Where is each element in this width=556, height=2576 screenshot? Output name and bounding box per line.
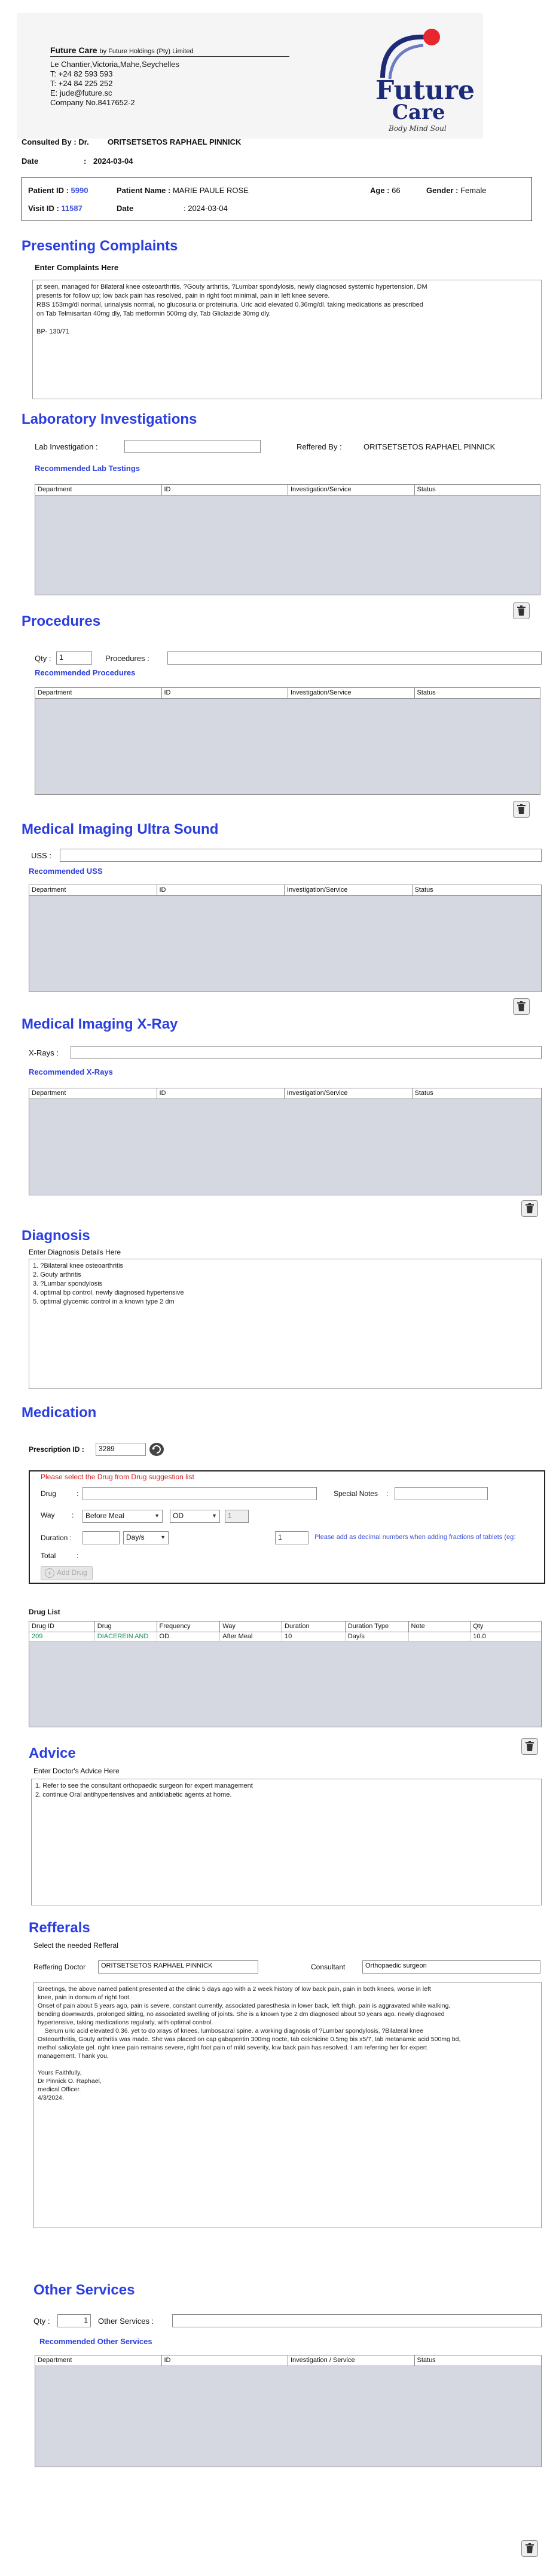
col-status: Status [414, 886, 433, 894]
uss-grid-header [29, 885, 541, 896]
col-investigation: Investigation/Service [285, 885, 413, 895]
lab-investigation-input[interactable] [124, 440, 261, 453]
col-status: Status [417, 486, 436, 493]
duration-type-select[interactable]: Day/s ▼ [123, 1531, 169, 1544]
other-services-delete-icon[interactable] [521, 2540, 538, 2557]
plus-icon: + [45, 1568, 54, 1578]
advice-title: Advice [29, 1745, 76, 1761]
referring-doctor-label: Reffering Doctor [33, 1963, 86, 1971]
prescription-id-label: Prescription ID : [29, 1445, 84, 1454]
diagnosis-textarea[interactable]: 1. ?Bilateral knee osteoarthritis 2. Gouty arthritis 3. ?Lumbar spondylosis 4. optimal bp control, newly diagnosed hypertensive 5. optimal glycemic control in a known type 2 dm [29, 1259, 542, 1389]
consult-date-sep: : [84, 157, 87, 166]
col-id: ID [157, 885, 285, 895]
consult-date: 2024-03-04 [93, 157, 133, 166]
proc-recommended-label: Recommended Procedures [35, 668, 136, 677]
xray-input[interactable] [71, 1046, 542, 1059]
drug-hint: Please select the Drug from Drug suggestion list [41, 1473, 194, 1481]
referrals-title: Refferals [29, 1920, 90, 1936]
complaints-title: Presenting Complaints [22, 238, 178, 254]
procedures-delete-icon[interactable] [513, 801, 530, 818]
col-id: ID [162, 485, 289, 495]
col-investigation: Investigation / Service [288, 2355, 415, 2366]
col-department: Department [35, 688, 162, 698]
patient-age: 66 [392, 186, 401, 195]
referred-by-label: Reffered By : [297, 442, 342, 451]
add-drug-button[interactable]: + Add Drug [41, 1566, 93, 1580]
decimal-hint: Please add as decimal numbers when adding fractions of tablets (eg: [314, 1534, 516, 1541]
other-services-title: Other Services [33, 2282, 135, 2298]
other-services-header [35, 2355, 541, 2366]
visit-date-label: Date [117, 204, 134, 213]
patient-id: 5990 [71, 186, 88, 195]
company-name: Future Care by Future Holdings (Pty) Limited [50, 45, 194, 55]
procedures-input-label: Procedures : [105, 654, 149, 663]
drug-list-grid [29, 1621, 542, 1727]
company-address: Le Chantier,Victoria,Mahe,Seychelles [50, 60, 179, 69]
col-department: Department [35, 485, 162, 495]
col-investigation: Investigation/Service [288, 485, 415, 495]
xray-title: Medical Imaging X-Ray [22, 1016, 178, 1032]
company-tel-1: T: +24 82 593 593 [50, 69, 113, 78]
drug-list-delete-icon[interactable] [521, 1738, 538, 1755]
patient-info-box [22, 177, 532, 221]
other-services-grid [35, 2355, 542, 2467]
xray-delete-icon[interactable] [521, 1200, 538, 1217]
drug-sep: : [77, 1489, 79, 1498]
lab-recommended-label: Recommended Lab Testings [35, 464, 140, 473]
procedures-input[interactable] [167, 651, 542, 665]
procedures-title: Procedures [22, 613, 101, 629]
col-status: Status [417, 689, 436, 696]
drug-entry-form [29, 1470, 545, 1584]
frequency-count: 1 [225, 1510, 249, 1523]
uss-input[interactable] [60, 849, 542, 862]
patient-id-label: Patient ID : [28, 186, 69, 195]
frequency-select[interactable]: OD ▼ [170, 1510, 220, 1523]
col-department: Department [29, 885, 157, 895]
other-qty-label: Qty : [33, 2317, 50, 2326]
tablet-qty-input[interactable]: 1 [275, 1531, 308, 1544]
consulted-by-label: Consulted By : Dr. [22, 137, 89, 146]
lab-delete-icon[interactable] [513, 602, 530, 619]
consult-date-label: Date [22, 157, 39, 166]
col-status: Status [414, 1090, 433, 1097]
visit-date: : 2024-03-04 [184, 204, 228, 213]
advice-textarea[interactable]: 1. Refer to see the consultant orthopaedic surgeon for expert management 2. continue Oral antihypertensives and antidiabetic agents at home. [31, 1779, 542, 1905]
visit-id-label: Visit ID : [28, 204, 59, 213]
xray-grid-header [29, 1088, 541, 1099]
refresh-icon[interactable] [149, 1443, 164, 1456]
advice-subtitle: Enter Doctor's Advice Here [33, 1767, 120, 1775]
procedures-grid-header [35, 688, 540, 699]
total-sep: : [77, 1552, 79, 1560]
other-services-input[interactable] [172, 2314, 542, 2327]
company-tel-2: T: +24 84 225 252 [50, 79, 113, 88]
referral-letter-textarea[interactable]: Greetings, the above named patient presented at the clinic 5 days ago with a 2 week history of low back pain, pain in both knees, worse in left knee, pain in dorsum of right foot. Onset of pain about 5 years ago, pain is severe, constant currently, associated paresthesia in lower back, left thigh. pain is aggravated while walking, bending downwards, prolonged sitting, no associated swelling of joints. She is a known type 2 dm diagnosed about 50 years ago. newly diagnosed hypertensive, taking medications regularly, with optimal control. Serum uric acid elevated 0.36. yet to do xrays of knees, lumbosacral spine. a working diagnosis of ?Lumbar spondylosis, ?Bilateral knee Osteoarthritis, Gouty arthritis was made. She was placed on cap gabapentin 300mg nocte, tab colchicine 0.5mg bis x5/7, tab metanamic acid 500mg bd, methol salicylate gel. right knee pain remains severe, right foot pain of mild severity, low back pain has resolved. I am referring her for expert management. Thank you. Yours Faithfully, Dr Pinnick O. Raphael, medical Officer. 4/3/2024. [33, 1982, 542, 2228]
special-notes-input[interactable] [395, 1487, 488, 1500]
special-notes-label: Special Notes [334, 1489, 378, 1498]
table-row[interactable]: 209 DIACEREIN AND OD After Meal 10 Day/s 10.0 [29, 1632, 541, 1642]
xray-grid [29, 1088, 542, 1195]
other-services-label: Other Services : [98, 2317, 154, 2326]
age-label: Age : [370, 186, 390, 195]
col-department: Department [35, 2355, 162, 2366]
col-department: Department [29, 1088, 157, 1099]
col-investigation: Investigation/Service [285, 1088, 413, 1099]
complaints-subtitle: Enter Complaints Here [35, 263, 119, 272]
company-email: E: jude@future.sc [50, 88, 112, 97]
patient-name: MARIE PAULE ROSE [172, 186, 249, 195]
lab-grid-header [35, 485, 540, 495]
way-label: Way [41, 1511, 55, 1519]
diagnosis-title: Diagnosis [22, 1228, 90, 1244]
company-number: Company No.8417652-2 [50, 98, 135, 107]
xray-input-label: X-Rays : [29, 1048, 59, 1057]
future-care-logo: Future Care Body Mind Soul [359, 24, 454, 131]
letterhead-rule [50, 56, 289, 57]
procedures-grid [35, 687, 540, 795]
proc-qty-label: Qty : [35, 654, 51, 663]
consultant-label: Consultant [311, 1963, 346, 1971]
uss-title: Medical Imaging Ultra Sound [22, 821, 219, 837]
patient-gender: Female [460, 186, 487, 195]
col-investigation: Investigation/Service [288, 688, 415, 698]
referrals-subtitle: Select the needed Refferal [33, 1941, 118, 1950]
drug-label: Drug [41, 1489, 57, 1498]
lab-title: Laboratory Investigations [22, 411, 197, 427]
consulting-doctor: ORITSETSETOS RAPHAEL PINNICK [108, 137, 242, 146]
other-qty-input[interactable]: 1 [57, 2314, 91, 2327]
logo-swoosh-icon [359, 24, 454, 84]
referring-doctor-input[interactable]: ORITSETSETOS RAPHAEL PINNICK [98, 1960, 258, 1974]
duration-input[interactable] [83, 1531, 120, 1544]
col-id: ID [157, 1088, 285, 1099]
referred-by-value: ORITSETSETOS RAPHAEL PINNICK [363, 442, 496, 451]
col-id: ID [162, 2355, 289, 2366]
col-id: ID [162, 688, 289, 698]
uss-grid [29, 885, 542, 992]
xray-recommended-label: Recommended X-Rays [29, 1067, 113, 1076]
uss-recommended-label: Recommended USS [29, 867, 103, 876]
gender-label: Gender : [426, 186, 459, 195]
drug-list-title: Drug List [29, 1608, 60, 1616]
lab-input-label: Lab Investigation : [35, 442, 98, 451]
lab-grid [35, 484, 540, 595]
total-label: Total [41, 1552, 56, 1560]
patient-name-label: Patient Name : [117, 186, 171, 195]
complaints-textarea[interactable]: pt seen, managed for Bilateral knee osteoarthritis, ?Gouty arthritis, ?Lumbar spondylosis, newly diagnosed systemic hypertension, DM presents for follow up; low back pain has resolved, pain in right foot minimal, pain in left knee severe. RBS 153mg/dl normal, urinalysis normal, no glucosuria or proteinuria. Uric acid elevated 0.36mg/dl. taking medications as prescribed on Tab Telmisartan 40mg dly, Tab metformin 500mg dly, Tab Gliclazide 30mg dly. BP- 130/71 [32, 280, 542, 399]
diagnosis-subtitle: Enter Diagnosis Details Here [29, 1248, 121, 1256]
consultant-input[interactable]: Orthopaedic surgeon [362, 1960, 540, 1974]
proc-qty-input[interactable]: 1 [56, 651, 92, 665]
way-select[interactable]: Before Meal ▼ [83, 1510, 163, 1523]
special-notes-sep: : [386, 1489, 389, 1498]
way-sep: : [72, 1511, 74, 1519]
drug-list-header: Drug ID Drug Frequency Way Duration Duration Type Note Qty [29, 1622, 541, 1632]
col-status: Status [417, 2357, 436, 2364]
drug-input[interactable] [83, 1487, 317, 1500]
visit-id: 11587 [61, 204, 83, 213]
other-recommended-label: Recommended Other Services [39, 2337, 152, 2346]
prescription-id-input[interactable]: 3289 [96, 1443, 146, 1456]
uss-delete-icon[interactable] [513, 998, 530, 1015]
uss-input-label: USS : [31, 851, 51, 860]
duration-label: Duration : [41, 1534, 72, 1542]
medication-title: Medication [22, 1405, 97, 1421]
